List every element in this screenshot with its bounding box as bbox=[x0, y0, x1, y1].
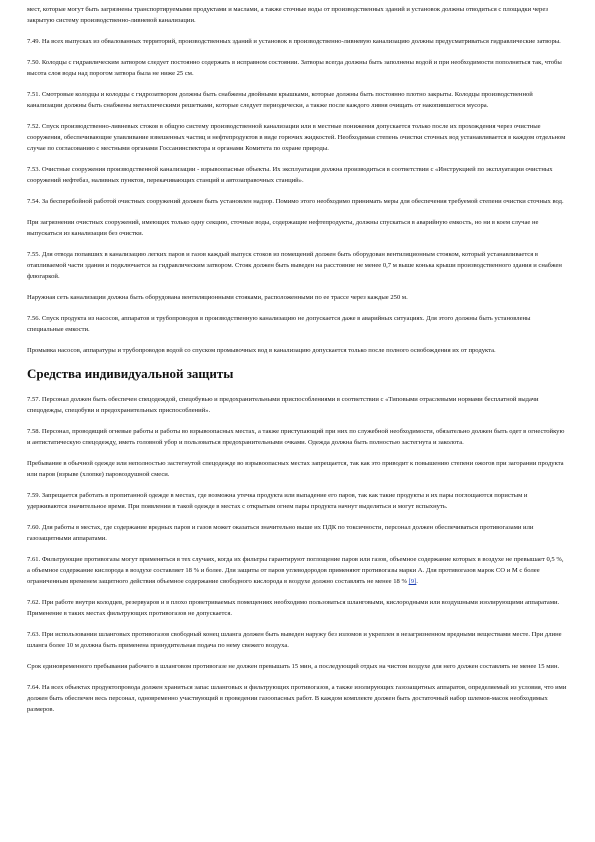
paragraph: 7.50. Колодцы с гидравлическим затвором следует постоянно содержать в исправном состоянии. Затворы всегда должны быть заполнены водой и при необходимости пополняться так, чтобы высота слоя воды над порогом затвора была не ниже 25 см. bbox=[27, 58, 562, 77]
paragraph: Пребывание в обычной одежде или неполностью застегнутой спецодежде во взрывоопасных местах запрещается, так как это приводит к повышению степени ожогов при загорании продукта или паров (взрыве (хлопке) паровоздушной смеси. bbox=[27, 459, 564, 478]
paragraph: 7.54. За бесперебойной работой очистных сооружений должен быть установлен надзор. Помимо этого необходимо принимать меры для обеспечения требуемой степени очистки сточных вод. bbox=[27, 198, 564, 205]
paragraph: 7.57. Персонал должен быть обеспечен спецодеждой, спецобувью и предохранительными приспособлениями в соответствии с «Типовыми отраслевыми нормами бесплатной выдачи спецодежды, спецобуви и предохранительных приспособлений». bbox=[27, 395, 539, 414]
paragraph: 7.52. Спуск производственно-ливневых стоков в общую систему производственной канализации или в местные понижения допускается только после их прохождения через очистные сооружения, обеспечивающие улавливание взвешенных частиц и нефтепродуктов в виде горючих жидкостей. Необходимая степень очистки сточных вод устанавливается в каждом отдельном случае по согласованию с местными органами Госсанинспектора и органами Комитета по охране природы. bbox=[27, 122, 566, 153]
section-heading: Средства индивидуальной защиты bbox=[27, 365, 234, 381]
paragraph: 7.64. На всех объектах продуктопровода должен храниться запас шланговых и фильтрующих противогазов, а также изолирующих газозащитных аппаратов, определяемый из условия, что ими должен быть обеспечен весь персонал, одновременно участвующий в проведении газоопасных работ. В каждом комплекте должен быть достаточный набор шлемов-масок необходимых размеров. bbox=[27, 683, 567, 713]
paragraph: 7.60. Для работы в местах, где содержание вредных паров и газов может оказаться значительно выше их ПДК по токсичности, персонал должен обеспечиваться противогазами или газозащитными аппаратами. bbox=[27, 523, 534, 542]
paragraph-end-punct: . bbox=[416, 578, 418, 585]
paragraph: 7.56. Спуск продукта из насосов, аппаратов и трубопроводов в производственную канализацию не допускается даже в аварийных ситуациях. Для этого должны быть установлены специальные емкости. bbox=[27, 314, 531, 333]
footnote-reference-link[interactable]: [9] bbox=[408, 578, 417, 585]
paragraph: 7.49. На всех выпусках из обвалованных территорий, производственных зданий и установок в производственно-ливневую канализацию должны предусматриваться гидравлические затворы. bbox=[27, 38, 561, 45]
paragraph: 7.51. Смотровые колодцы и колодцы с гидрозатвором должны быть снабжены двойными крышками, которые должны быть постоянно плотно закрыты. Колодцы производственной канализации должны быть снабжены металлическими решетками, которые следует периодически, а также после каждого ливня очищать от накопившегося мусора. bbox=[27, 90, 533, 109]
paragraph: 7.53. Очистные сооружения производственной канализации - взрывоопасные объекты. Их эксплуатация должна производиться в соответствии с «Инструкцией по эксплуатации очистных сооружений нефтебаз, наливных пунктов, перекачивающих станций и автозаправочных станций». bbox=[27, 166, 553, 185]
paragraph-text: 7.61. Фильтрующие противогазы могут применяться в тех случаях, когда их фильтры гарантируют поглощение паров или газов, объемное содержание которых в воздухе не превышает 0,5 %, а объемное содержание кислорода в воздухе составляет 18 % и более. Для защиты от паров углеводородов применяют противогазы марки А. Для противогазов марок СО и М с более ограниченным временем защитного действия объемное содержание свободного кислорода в воздухе должно составлять не менее 18 % bbox=[27, 555, 564, 585]
paragraph: Промывка насосов, аппаратуры и трубопроводов водой со спуском промывочных вод в канализацию допускается только после полного освобождения их от продукта. bbox=[27, 346, 496, 354]
paragraph-with-reference bbox=[27, 554, 567, 588]
paragraph-list-a bbox=[27, 4, 567, 356]
paragraph: При загрязнении очистных сооружений, имеющих только одну секцию, сточные воды, содержащие нефтепродукты, должны спускаться в аварийную емкость, но ни в коем случае не выпускаться из канализации без очистки. bbox=[27, 218, 539, 237]
paragraph-list-b bbox=[27, 394, 567, 716]
paragraph: 7.58. Персонал, проводящий огневые работы и работы во взрывоопасных местах, а также приступающий при них по служебной необходимости, обязательно должен быть одет в огнестойкую и антистатическую спецодежду, иметь головной убор и пользоваться предохранительными очками. Одежда должна быть полностью застегнута и заколота. bbox=[27, 427, 565, 446]
paragraph: 7.59. Запрещается работать в пропитанной одежде в местах, где возможна утечка продукта или выпадение его паров, так как такие продукты и их пары поглощаются пористым и удерживаются значительное время. При появлении в такой одежде в местах с открытым огнем пары продукта начнут выделяться и могут вспыхнуть. bbox=[27, 491, 528, 510]
paragraph: 7.55. Для отвода попавших в канализацию легких паров и газов каждый выпуск стоков из помещений должен быть оборудован вентиляционным стояком, который устанавливается в отапливаемой части здания и подключается за гидравлическим затвором. Стояк должен быть выведен на расстояние не менее 0,7 м выше конька крыши производственного здания и снабжен флюгаркой. bbox=[27, 250, 562, 281]
paragraph: 7.63. При использовании шланговых противогазов свободный конец шланга должен быть выведен наружу без изломов и укреплен в незагрязненном вредными веществами месте. При длине шланга более 10 м должна быть применена принудительная подача по нему свежего воздуха. bbox=[27, 630, 562, 649]
paragraph: 7.62. При работе внутри колодцев, резервуаров и в плохо проветриваемых помещениях необходимо пользоваться шланговыми, кислородными или воздушными изолирующими аппаратами. Применение в таких местах фильтрующих противогазов не допускается. bbox=[27, 598, 560, 617]
paragraph: мест, которые могут быть загрязнены транспортируемыми продуктами и маслами, а также сточные воды от производственных зданий и установок должны отводиться с площадки через закрытую систему производственно-ливневой канализации. bbox=[27, 6, 548, 25]
paragraph: Срок единовременного пребывания рабочего в шланговом противогазе не должен превышать 15 мин, а последующий отдых на чистом воздухе для него должен составлять не менее 15 мин. bbox=[27, 662, 560, 670]
paragraph: Наружная сеть канализации должна быть оборудована вентиляционными стояками, расположенными по ее трассе через каждые 250 м. bbox=[27, 294, 408, 301]
